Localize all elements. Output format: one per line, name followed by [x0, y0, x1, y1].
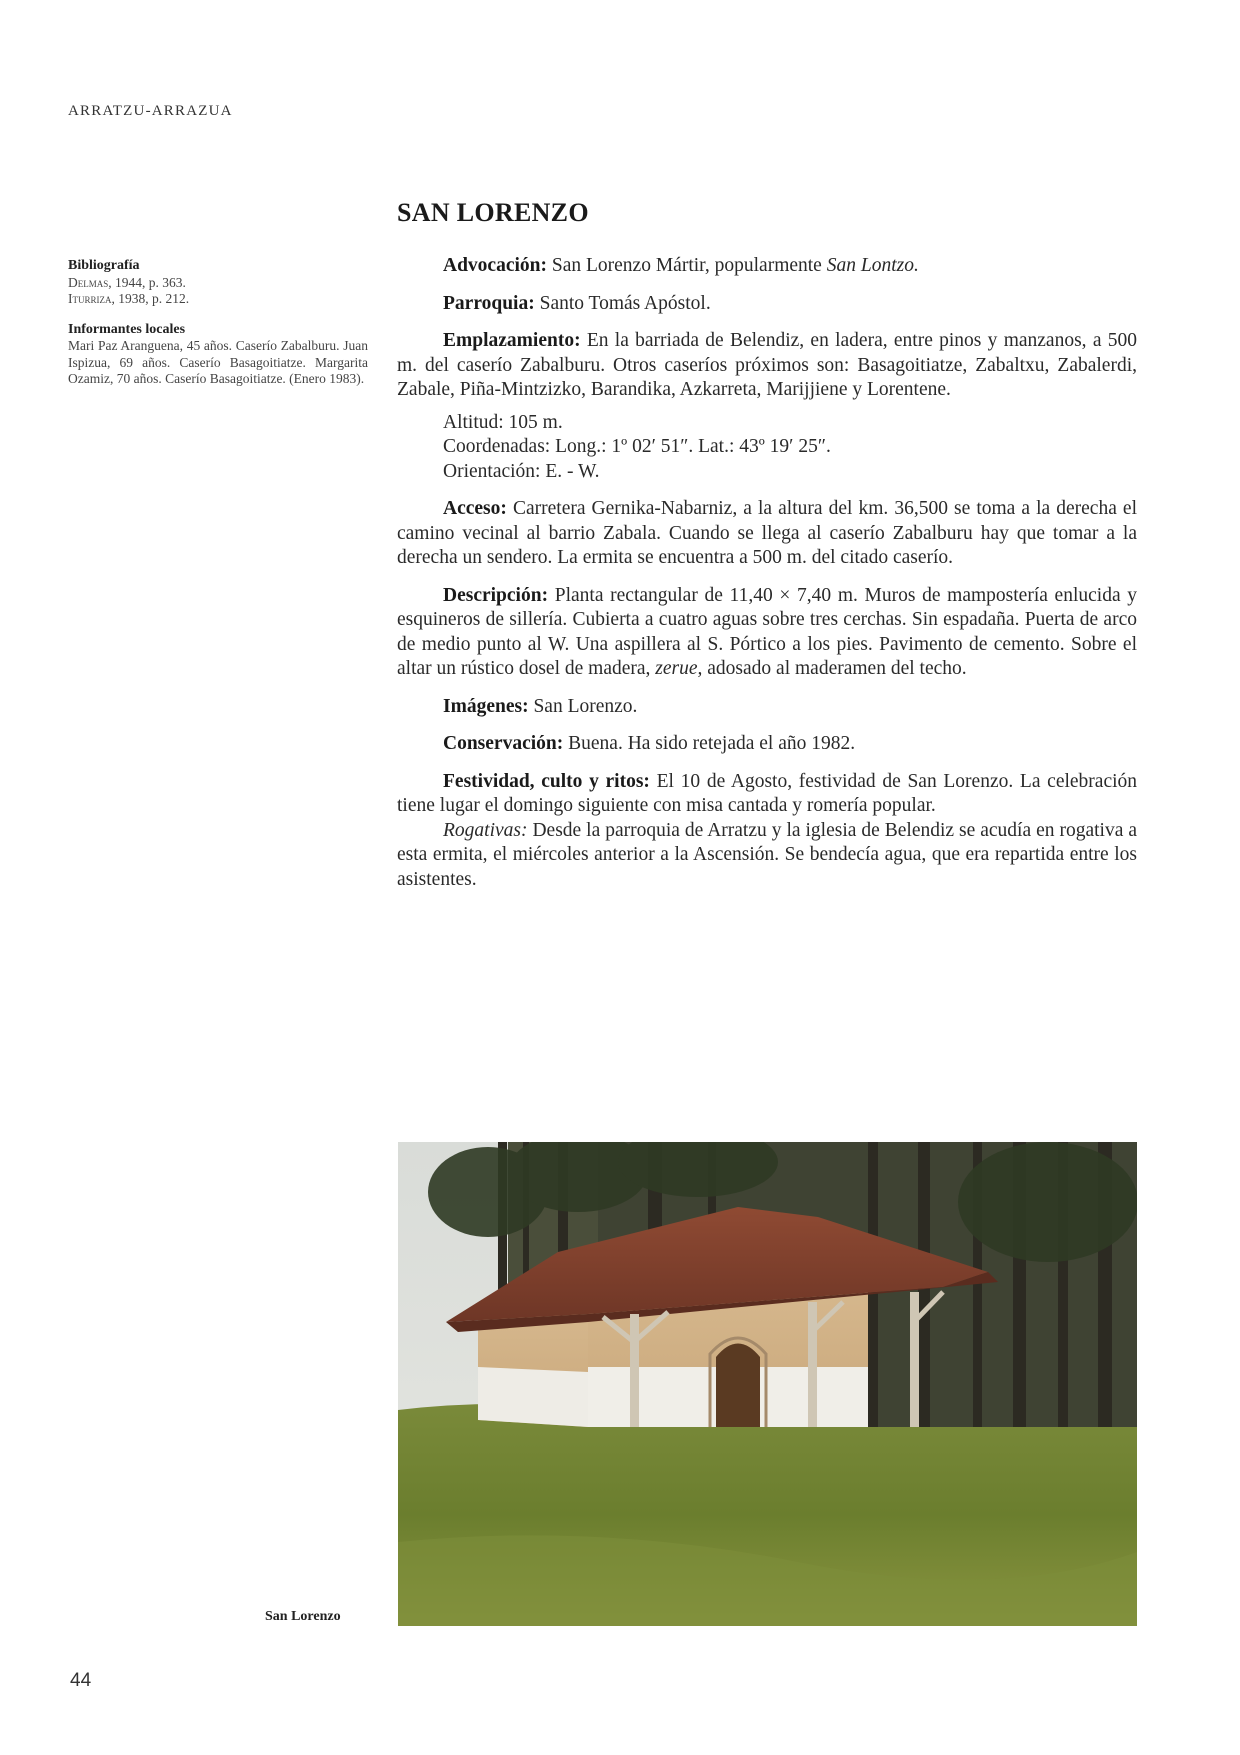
altitude: Altitud: 105 m. — [443, 411, 563, 433]
rogativas-paragraph: Rogativas: Desde la parroquia de Arratzu y la iglesia de Belendiz se acudía en rogativa a esta ermita, el miércoles anterior a la Ascensión. Se bendecía agua, que era repartida entre los asistentes. — [397, 819, 1137, 890]
article-title: SAN LORENZO — [397, 198, 589, 227]
festividad-paragraph: Festividad, culto y ritos: El 10 de Agosto, festividad de San Lorenzo. La celebración tiene lugar el domingo siguiente con misa cantada y romería popular. — [397, 770, 1138, 816]
running-head: ARRATZU-ARRAZUA — [68, 103, 233, 119]
bibliography-entry: Delmas, 1944, p. 363. — [68, 274, 186, 290]
page-number: 44 — [70, 1670, 92, 1691]
sidebar-notes — [68, 258, 368, 388]
informants-text: Mari Paz Aranguena, 45 años. Caserío Zabalburu. Juan Ispizua, 69 años. Caserío Basagoitiatze. Margarita Ozamiz, 70 años. Caserío Basagoitiatze. (Enero 1983). — [68, 338, 368, 386]
parroquia-paragraph: Parroquia: Santo Tomás Apóstol. — [443, 292, 711, 314]
orientation: Orientación: E. - W. — [443, 460, 600, 482]
location-data — [443, 411, 1137, 485]
chapel-photo — [398, 1142, 1137, 1626]
imagenes-paragraph: Imágenes: San Lorenzo. — [443, 695, 638, 717]
bibliography-title: Bibliografía — [68, 258, 140, 273]
descripcion-paragraph: Descripción: Planta rectangular de 11,40 × 7,40 m. Muros de mampostería enlucida y esquineros de sillería. Cubierta a cuatro aguas sobre tres cerchas. Sin espadaña. Puerta de arco de medio punto al W. Una aspillera al S. Pórtico a los pies. Pavimento de cemento. Sobre el altar un rústico dosel de madera, zerue, adosado al maderamen del techo. — [397, 584, 1138, 679]
article — [397, 198, 1137, 905]
conservacion-paragraph: Conservación: Buena. Ha sido retejada el año 1982. — [443, 733, 856, 754]
informants-title: Informantes locales — [68, 321, 186, 337]
bibliography-entry: Iturriza, 1938, p. 212. — [68, 291, 190, 306]
photo-caption: San Lorenzo — [265, 1609, 341, 1624]
acceso-paragraph: Acceso: Carretera Gernika-Nabarniz, a la altura del km. 36,500 se toma a la derecha el camino vecinal al barrio Zabala. Cuando se llega al caserío Zabalburu hay que tomar a la derecha un sendero. La ermita se encuentra a 500 m. del citado caserío. — [397, 498, 1138, 568]
advocacion-paragraph: Advocación: San Lorenzo Mártir, popularmente San Lontzo. — [443, 255, 919, 276]
coordinates: Coordenadas: Long.: 1º 02′ 51″. Lat.: 43º 19′ 25″. — [443, 436, 831, 457]
emplazamiento-paragraph: Emplazamiento: En la barriada de Belendiz, en ladera, entre pinos y manzanos, a 500 m. del caserío Zabalburu. Otros caseríos próximos son: Basagoitiatze, Zabaltxu, Zabalerdi, Zabale, Piña-Mintzizko, Barandika, Azkarreta, Marijjiene y Lorentene. — [397, 330, 1138, 400]
